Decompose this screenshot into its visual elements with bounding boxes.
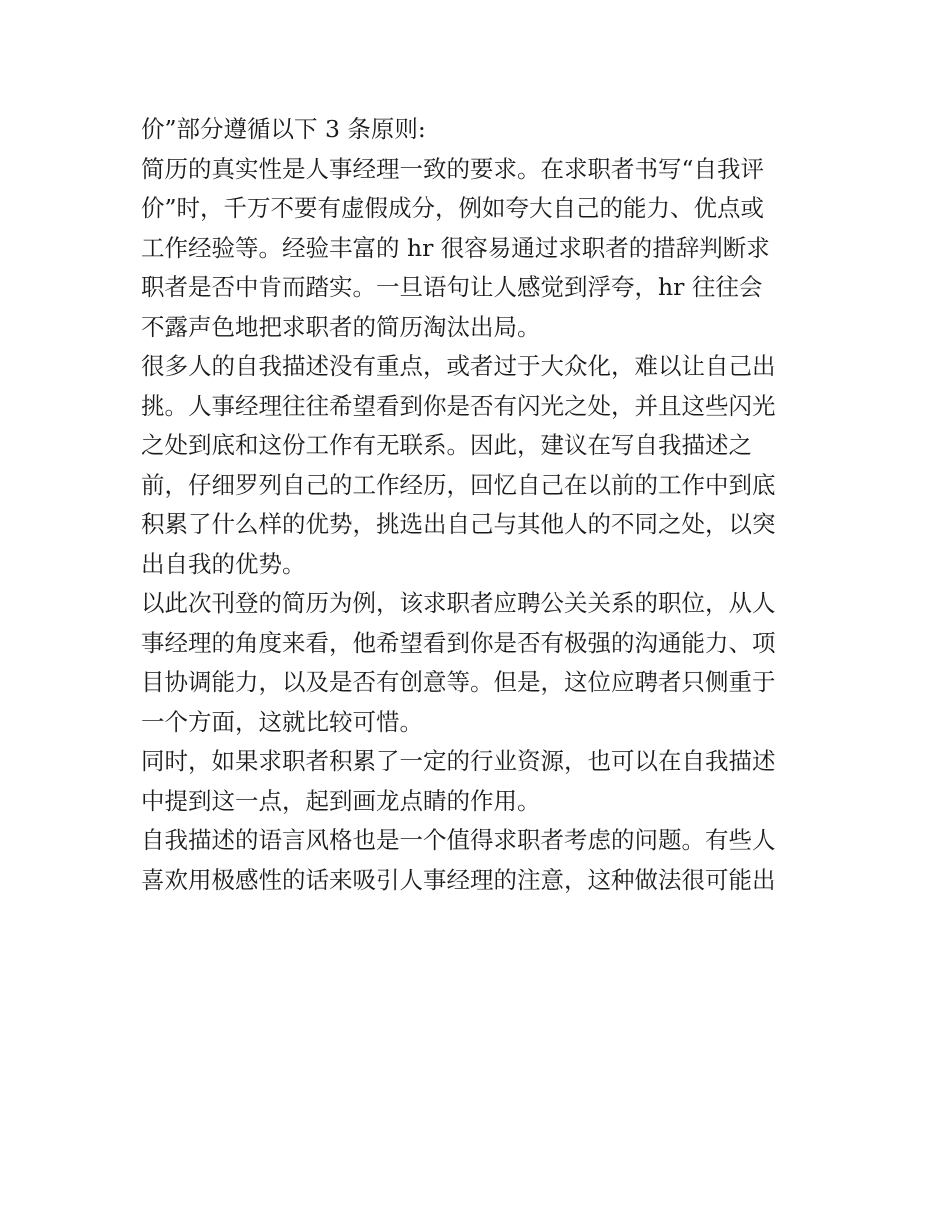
text-line: 中提到这一点，起到画龙点睛的作用。 [141, 786, 541, 815]
text-line: 同时，如果求职者积累了一定的行业资源，也可以在自我描述 [141, 747, 776, 775]
text-line: 挑。人事经理往往希望看到你是否有闪光之处，并且这些闪光 [141, 391, 776, 420]
text-line: 事经理的角度来看，他希望看到你是否有极强的沟通能力、项 [141, 628, 776, 657]
text-line: 一个方面，这就比较可惜。 [141, 707, 423, 736]
text-line: 目协调能力，以及是否有创意等。但是，这位应聘者只侧重于 [141, 668, 776, 696]
text-line: 以此次刊登的简历为例，该求职者应聘公关关系的职位，从人 [141, 589, 776, 617]
document-body [141, 110, 821, 900]
text-line: 简历的真实性是人事经理一致的要求。在求职者书写“自我评 [141, 154, 765, 183]
text-line: 前，仔细罗列自己的工作经历，回忆自己在以前的工作中到底 [141, 470, 776, 499]
text-line: 之处到底和这份工作有无联系。因此，建议在写自我描述之 [141, 431, 752, 459]
text-line: 职者是否中肯而踏实。一旦语句让人感觉到浮夸，hr 往往会 [141, 273, 763, 301]
text-line: 喜欢用极感性的话来吸引人事经理的注意，这种做法很可能出 [141, 865, 776, 894]
text-line: 工作经验等。经验丰富的 hr 很容易通过求职者的措辞判断求 [141, 233, 770, 262]
text-line: 价”时，千万不要有虚假成分，例如夸大自己的能力、优点或 [141, 194, 765, 222]
text-line: 出自我的优势。 [141, 549, 306, 578]
text-line: 积累了什么样的优势，挑选出自己与其他人的不同之处，以突 [141, 510, 776, 538]
text-line: 不露声色地把求职者的简历淘汰出局。 [141, 312, 541, 341]
text-line: 价”部分遵循以下 3 条原则: [141, 115, 426, 143]
text-line: 自我描述的语言风格也是一个值得求职者考虑的问题。有些人 [141, 826, 776, 854]
text-line: 很多人的自我描述没有重点，或者过于大众化，难以让自己出 [141, 352, 776, 380]
